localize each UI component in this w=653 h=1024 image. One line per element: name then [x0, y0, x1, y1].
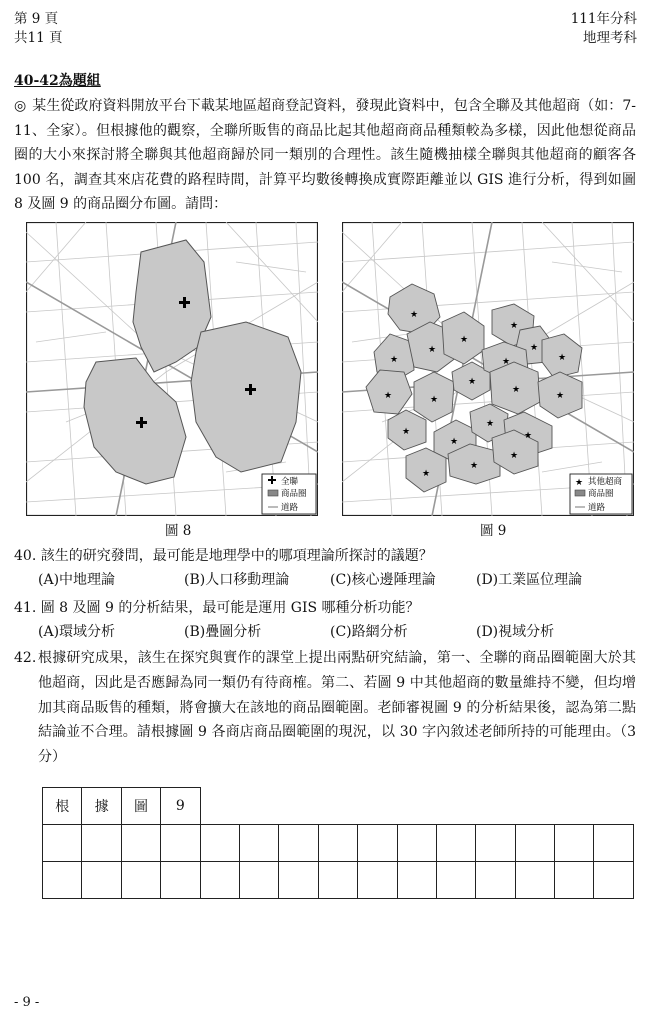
q42-text: 根據研究成果，該生在探究與實作的課堂上提出兩點研究結論，第一、全聯的商品圈範圍大於其他超商，因此是否應歸為同一類仍有待商榷。第二、若圖 9 中其他超商的數量維持不變，但均增加其商品販售的種類，將會擴大在該地的商品圈範圍。老師審視圖 9 的分析結果後，認為第二點結論並不合理。請根據圖 9 各商店商品圈範圍的現況，以 30 字內敘述老師所持的可能理由。（3 分）: [38, 650, 636, 766]
answer-cell[interactable]: [279, 825, 318, 862]
answer-cell[interactable]: [515, 862, 554, 899]
answer-cell[interactable]: [436, 825, 475, 862]
answer-cell[interactable]: [358, 825, 397, 862]
svg-text:★: ★: [410, 310, 419, 320]
answer-cell[interactable]: [555, 862, 594, 899]
legend-store-label: 全聯: [281, 477, 299, 487]
answer-cell[interactable]: [43, 862, 82, 899]
q41-option-a: (A)環域分析: [38, 624, 116, 640]
svg-text:★: ★: [402, 427, 411, 437]
answer-cell[interactable]: [397, 825, 436, 862]
svg-text:★: ★: [460, 335, 469, 345]
svg-text:★: ★: [384, 391, 393, 401]
map-legend: [262, 474, 316, 514]
answer-cell[interactable]: [476, 862, 515, 899]
figure-8-map: [26, 222, 318, 516]
figure-9-map: [342, 222, 634, 516]
svg-text:★: ★: [470, 461, 479, 471]
answer-cell[interactable]: [397, 862, 436, 899]
legend-road-label: 道路: [281, 503, 299, 513]
answer-cell[interactable]: [358, 862, 397, 899]
svg-text:★: ★: [486, 419, 495, 429]
grid-cell-prefix: 圖: [121, 788, 160, 825]
svg-text:★: ★: [422, 469, 431, 479]
answer-cell[interactable]: [200, 862, 239, 899]
answer-cell[interactable]: [239, 825, 278, 862]
legend-area-icon: [268, 490, 278, 496]
svg-text:★: ★: [530, 343, 539, 353]
svg-text:★: ★: [468, 377, 477, 387]
svg-text:★: ★: [502, 357, 511, 367]
answer-cell[interactable]: [279, 862, 318, 899]
answer-cell[interactable]: [161, 825, 200, 862]
group-label: 40-42為題組: [14, 73, 101, 89]
question-41: 41. 圖 8 及圖 9 的分析結果，最可能是運用 GIS 哪種分析功能？: [14, 600, 420, 616]
question-42: [14, 646, 636, 770]
svg-text:★: ★: [450, 437, 459, 447]
q40-option-a: (A)中地理論: [38, 572, 116, 588]
svg-text:★: ★: [558, 353, 567, 363]
exam-subject: 地理考科: [583, 30, 637, 46]
intro-text: 某生從政府資料開放平台下載某地區超商登記資料，發現此資料中，包含全聯及其他超商（如：7-11、全家）。但根據他的觀察，全聯所販售的商品比起其他超商商品種類較為多樣，因此他想從商品圈的大小來探討將全聯與其他超商歸於同一類別的合理性。該生隨機抽樣全聯與其他超商的顧客各 100 名，調查其來店花費的路程時間，計算平均數後轉換成實際距離並以 GIS 進行分析，得到如圖 8 及圖 9 的商品圈分布圖。請問：: [14, 98, 636, 212]
svg-text:★: ★: [390, 355, 399, 365]
total-pages-label: 共11 頁: [14, 30, 63, 46]
question-40: 40. 該生的研究發問，最可能是地理學中的哪項理論所探討的議題？: [14, 548, 433, 564]
q40-option-b: (B)人口移動理論: [184, 572, 290, 588]
svg-text:★: ★: [428, 345, 437, 355]
page-label: 第 9 頁: [14, 11, 59, 27]
svg-text:★: ★: [524, 431, 533, 441]
answer-grid: [42, 787, 634, 899]
q41-option-d: (D)視域分析: [476, 624, 555, 640]
legend-area-icon: [575, 490, 585, 496]
legend-road-label: 道路: [588, 503, 606, 513]
answer-cell[interactable]: [555, 825, 594, 862]
answer-cell[interactable]: [594, 862, 633, 899]
page-number-header: [14, 10, 62, 48]
answer-cell[interactable]: [82, 862, 121, 899]
q40-option-d: (D)工業區位理論: [476, 572, 583, 588]
intro-paragraph: [14, 94, 636, 217]
answer-cell[interactable]: [515, 825, 554, 862]
answer-cell[interactable]: [121, 862, 160, 899]
map-legend: [570, 474, 632, 514]
figure-9-caption: 圖 9: [480, 523, 507, 539]
q41-option-b: (B)疊圖分析: [184, 624, 262, 640]
svg-text:★: ★: [510, 451, 519, 461]
legend-store-label: 其他超商: [588, 477, 623, 487]
answer-cell[interactable]: [161, 862, 200, 899]
svg-text:★: ★: [430, 395, 439, 405]
answer-row-1: [43, 825, 634, 862]
answer-cell[interactable]: [318, 862, 357, 899]
exam-header: [571, 10, 637, 48]
legend-area-label: 商品圈: [588, 489, 614, 499]
q41-option-c: (C)路網分析: [330, 624, 408, 640]
svg-text:★: ★: [510, 321, 519, 331]
answer-cell[interactable]: [239, 862, 278, 899]
grid-spacer: [200, 788, 239, 825]
grid-cell-prefix: 根: [43, 788, 82, 825]
answer-cell[interactable]: [436, 862, 475, 899]
q42-number: 42.: [14, 650, 37, 666]
svg-text:★: ★: [556, 391, 565, 401]
answer-cell[interactable]: [43, 825, 82, 862]
figure-8-caption: 圖 8: [165, 523, 192, 539]
answer-cell[interactable]: [476, 825, 515, 862]
answer-cell[interactable]: [121, 825, 160, 862]
svg-text:★: ★: [512, 385, 521, 395]
grid-cell-prefix: 據: [82, 788, 121, 825]
q40-option-c: (C)核心邊陲理論: [330, 572, 436, 588]
legend-area-label: 商品圈: [281, 489, 307, 499]
answer-cell[interactable]: [200, 825, 239, 862]
figure-8-svg: [26, 222, 318, 516]
exam-year: 111年分科: [570, 11, 637, 27]
answer-cell[interactable]: [82, 825, 121, 862]
bullet-mark: ◎: [14, 98, 27, 114]
legend-star-icon: ★: [575, 478, 584, 488]
answer-cell[interactable]: [594, 825, 633, 862]
page-footer: - 9 -: [14, 995, 40, 1010]
figure-9-svg: [342, 222, 634, 516]
grid-cell-prefix: 9: [161, 788, 200, 825]
answer-cell[interactable]: [318, 825, 357, 862]
answer-row-2: [43, 862, 634, 899]
